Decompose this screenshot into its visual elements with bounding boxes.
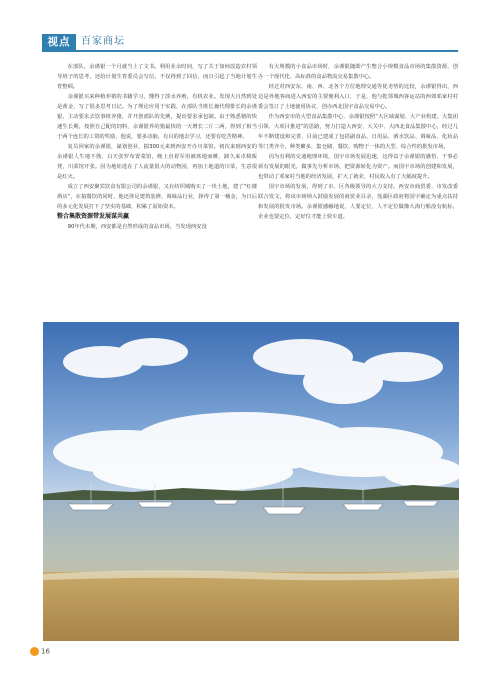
section-subheading: 整合集散资源带发展谋共赢: [57, 213, 130, 220]
harbor-photo: [43, 322, 459, 641]
column-name: 百家商坛: [81, 36, 125, 47]
section-tag: 视点: [42, 34, 76, 50]
page-number: 16: [41, 647, 50, 656]
paragraph: 作为西安市的大型食品集散中心，余谨银按照“大区域谋划、大产业构建、大集团引领、大项目推进”的思路，努力打造大西安、大关中、大西北食品集散中心，经过几年不断建设和完善，目前已建成了包括副食品、日用品、酒水饮品、调味品、化妆品等门类齐全、种类繁多，集仓储、餐饮、购物于一体的大型、综合性的批发市场。: [258, 114, 458, 150]
paragraph: 成立了西安聚宾饮食有限公司的余谨银，又在纺织城购买了一块土地，建了“红楼酒店”，在搞餐饮的同时，他还涉足建筑装修，调味品行业，挣得了第一桶金，为日后的多元化发展打下了坚实的基础，积累了原始资本。: [57, 184, 257, 210]
harbor-photo-illustration: [43, 322, 459, 641]
header-rule: [42, 50, 458, 52]
page-header: [42, 34, 458, 50]
paragraph: 余谨银买来种植养猪的书籍学习，懂得了淡水养殖，有机农业。发现大自然到处是黄金，写了很多思考日记。为了理论应用于实践，在部队当班长兼代理排长的余谨银，主动要求去饮事班养猪，并开创部队的先例，提出要求承包制。由于熟悉猪的快速生长期，按照自己配的饲料，余谨银养的猪最快的一天增长二斤二两，得到了相当于两个连长的工资的奖励，他说，要多动脑，有目的地去学习，还要有吃苦精神。: [57, 94, 257, 140]
paragraph: 在部队，余谨银一个月就当上了文书。利用业余时间，写了关于如何改造农村领导班子的思考，还给计划生育委员会写信，不仅得到了回信，而且引起了当地计划生育整顿。: [57, 64, 257, 90]
right-text-column: [258, 62, 458, 222]
page-footer: [30, 647, 50, 656]
paragraph: 国宇市场的发展，得到了市、区各级领导的大力支持。西安市商贸委、市发改委联合发文，将该市场纳入鼓励发展的商贸业目录，莲湖区政府将国宇确定为重点扶持和发展的批发市场。余谨银感触地说，人要定位，人不定位做像大海行船没有航标，企业也要定位，定好位才能上快车道。: [258, 184, 458, 220]
paragraph: 复员回家的余谨银，谋划创业，揣300元来到西安开办川菜馆。初次来到西安的余谨银人生地不熟，白天张罗布置菜馆，晚上直着军用被席地而睡，卸久来卓椅板凳，川菜馆开张。因为地址选在了人流量很大的动物园，再加上地道的川菜，生意很是红火。: [57, 144, 257, 180]
page-number-dot: [30, 647, 39, 656]
paragraph: 经过对西安东、南、西、北各个方位地理交通等优劣势的比较，余谨银得出，西边是外地客商进入西安的主要便利入口，于是，他与乾邻城西客运站的西郊邓家村村委会签订了土地使用协议，创办西北国宇食品交易中心。: [258, 84, 458, 110]
paragraph: 90年代末期，西安都是自然形成的食品市场，当发现西安没: [67, 224, 207, 230]
paragraph: 有大规模的小食品市场时，余谨银随即产生整合小规模食品市场的集散资源，创办一个现代化、高标准的食品物流交易集散中心。: [258, 64, 458, 80]
paragraph: 因为有利的交通地理环境，国宇市场发展迅速，这得益于余谨银的感悟，干事必须有发展的眼光，做事先分析市场，把资源转化为资产。而国宇市场的创建和发展，也带动了邓家村当地的经济发展，扩大了就业，村民收入有了大幅度提升。: [258, 154, 458, 180]
left-text-column: [57, 62, 257, 232]
